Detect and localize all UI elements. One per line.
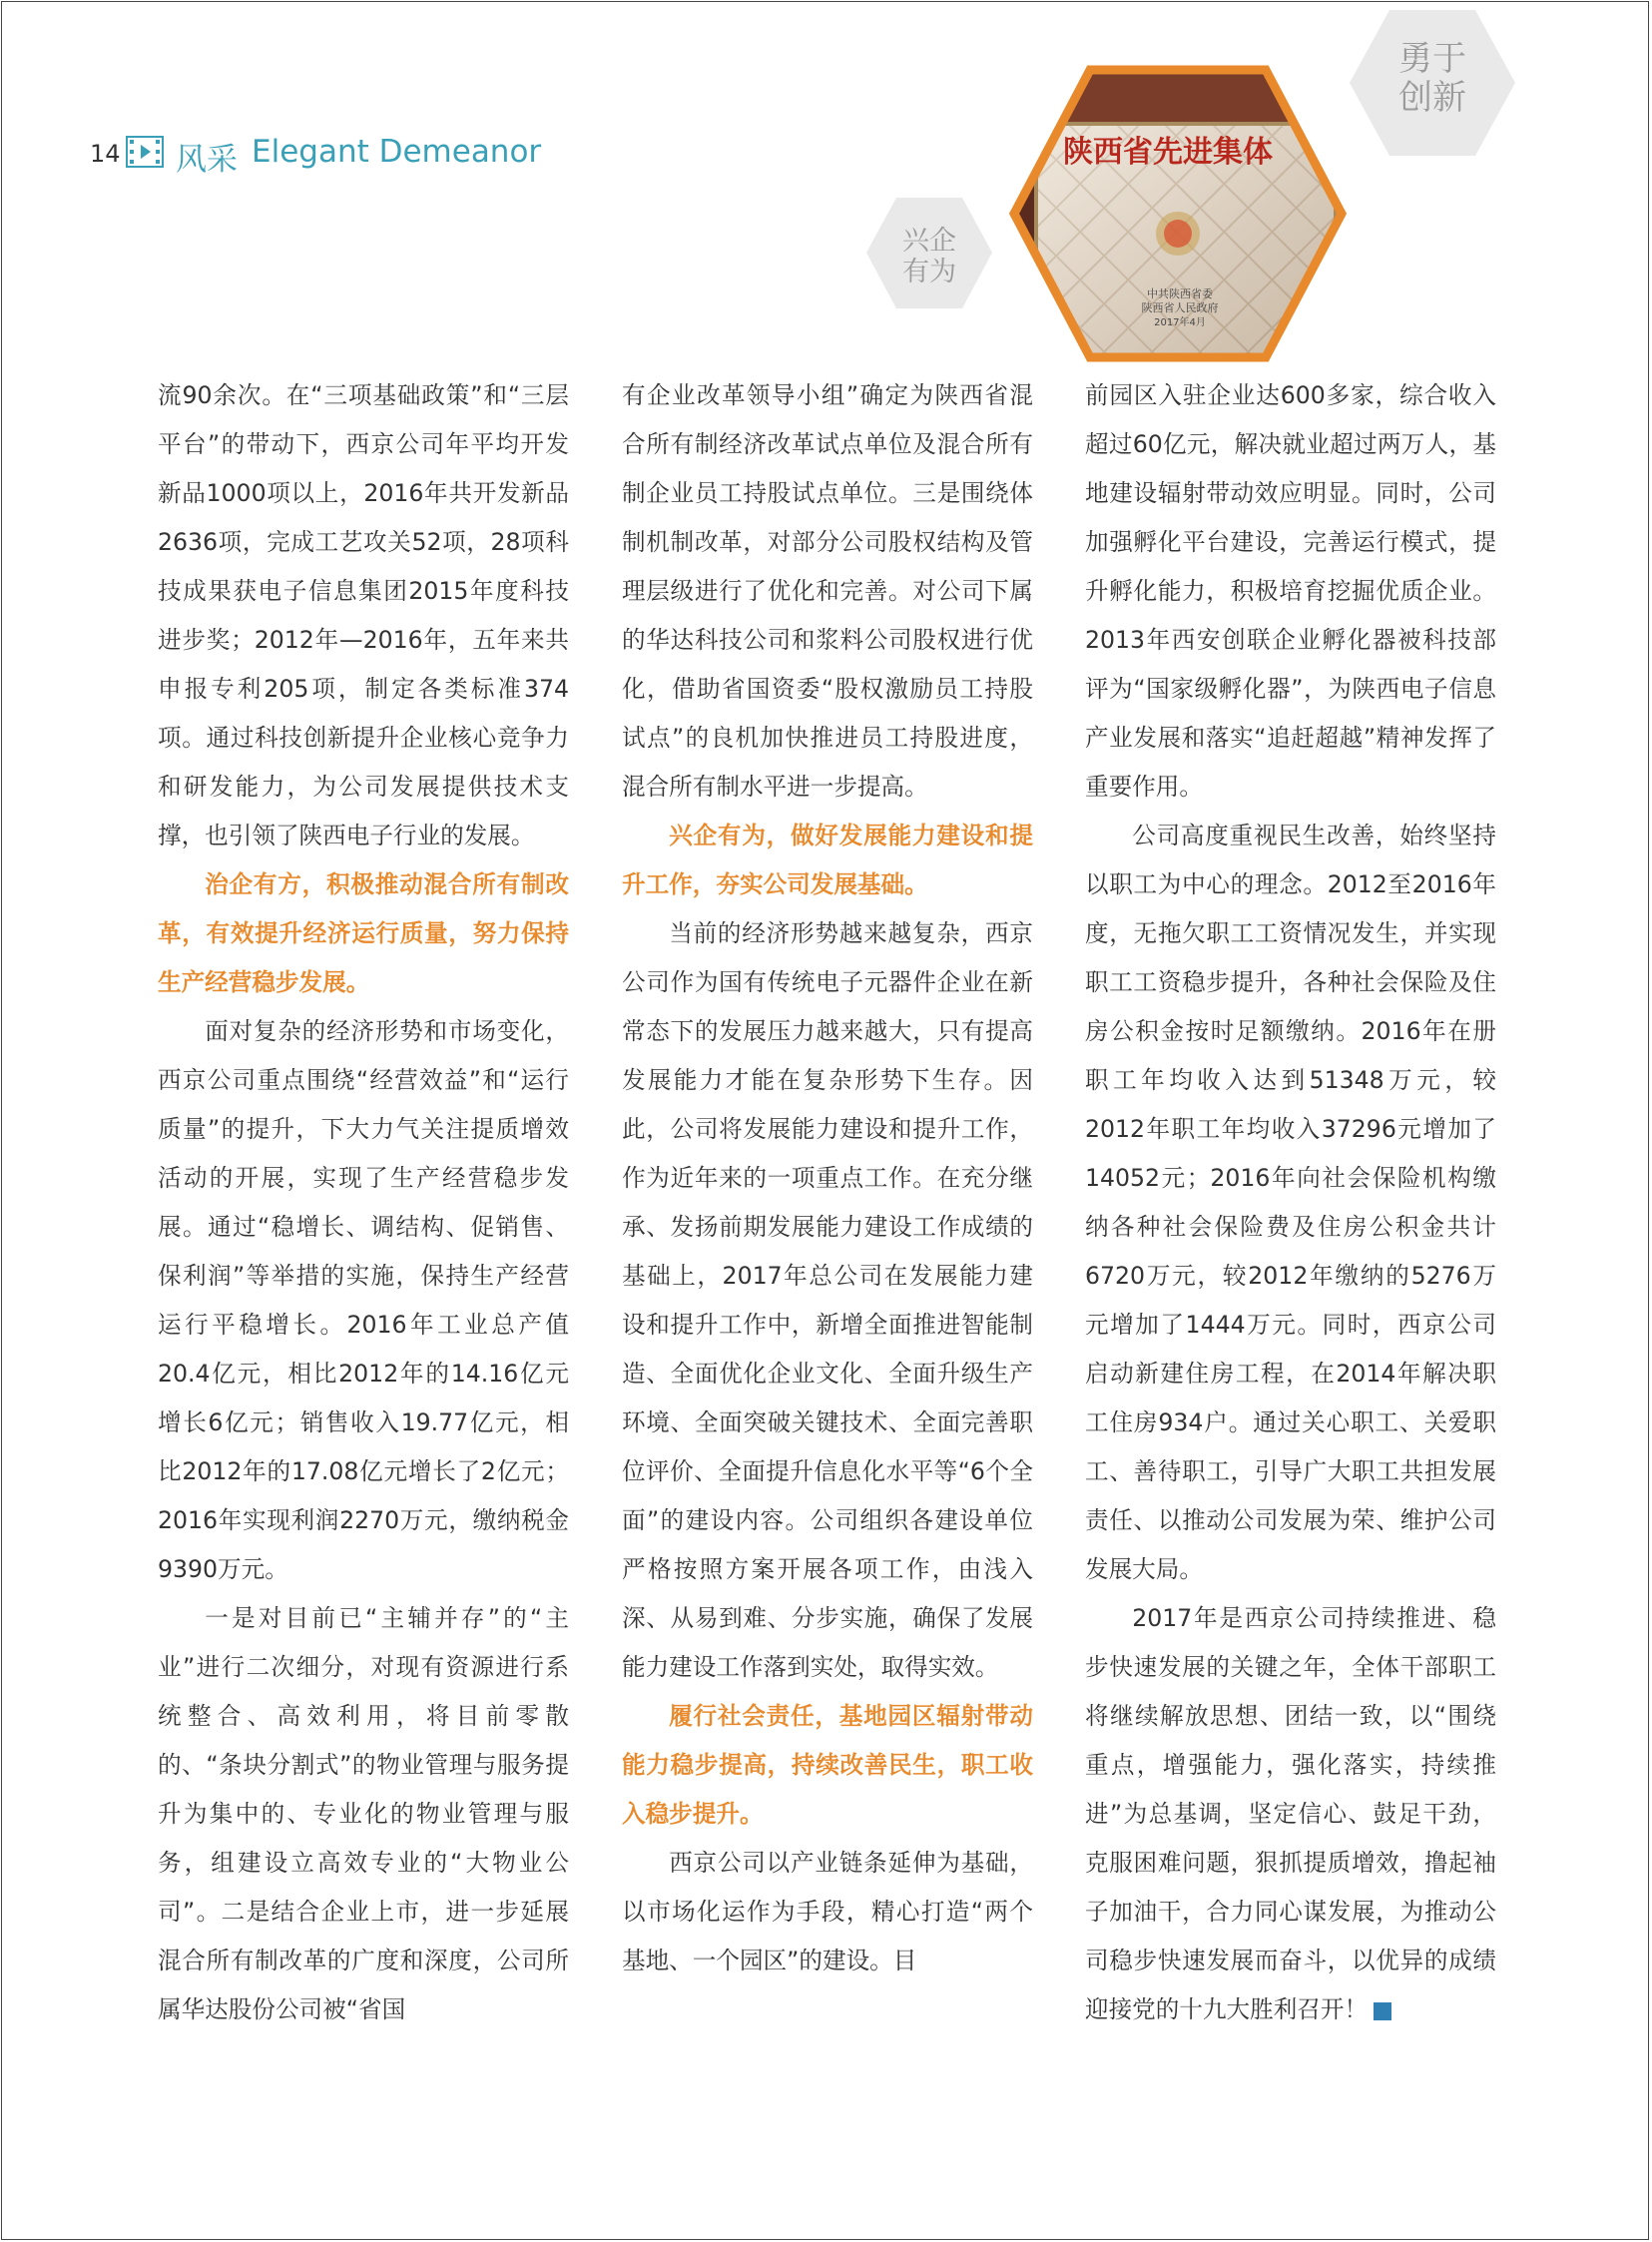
hex-label-line: 有为	[902, 257, 956, 288]
article-end-icon: S	[1374, 2002, 1391, 2020]
body-paragraph	[1085, 812, 1496, 1594]
section-heading	[622, 1692, 1033, 1839]
paragraph-text: 面对复杂的经济形势和市场变化，西京公司重点围绕“经营效益”和“运行质量”的提升，下大力气关注提质增效活动的开展，实现了生产经营稳步发展。通过“稳增长、调结构、促销售、保利润”等举措的实施，保持生产经营运行平稳增长。2016年工业总产值20.4亿元，相比2012年的14.16亿元增长6亿元；销售收入19.77亿元，相比2012年的17.08亿元增长了2亿元；2016年实现利润2270万元，缴纳税金9390万元。	[158, 1017, 569, 1583]
plaque-title: 陕西省先进集体	[1063, 135, 1273, 170]
body-paragraph	[158, 1594, 569, 2034]
plaque-issuer-1: 中共陕西省委	[1147, 287, 1213, 300]
hex-label-line: 兴企	[902, 226, 956, 257]
section-heading	[622, 812, 1033, 909]
paragraph-text: 治企有方，积极推动混合所有制改革，有效提升经济运行质量，努力保持生产经营稳步发展。	[158, 870, 569, 996]
paragraph-text: 前园区入驻企业达600多家，综合收入超过60亿元，解决就业超过两万人，基地建设辐射带动效应明显。同时，公司加强孵化平台建设，完善运行模式，提升孵化能力，积极培育挖掘优质企业。2013年西安创联企业孵化器被科技部评为“国家级孵化器”，为陕西电子信息产业发展和落实“追赶超越”精神发挥了重要作用。	[1085, 381, 1496, 801]
section-title-cn: 风采	[176, 142, 238, 178]
paragraph-text: 流90余次。在“三项基础政策”和“三层平台”的带动下，西京公司年平均开发新品1000项以上，2016年共开发新品2636项，完成工艺攻关52项，28项科技成果获电子信息集团2015年度科技进步奖；2012年—2016年，五年来共申报专利205项，制定各类标准374项。通过科技创新提升企业核心竞争力和研发能力，为公司发展提供技术支撑，也引领了陕西电子行业的发展。	[158, 381, 569, 849]
hex-label-prosper	[864, 226, 994, 287]
paragraph-text: 西京公司以产业链条延伸为基础，以市场化运作为手段，精心打造“两个基地、一个园区”的建设。目	[622, 1849, 1033, 1974]
body-paragraph	[158, 371, 569, 860]
body-paragraph	[622, 909, 1033, 1692]
paragraph-text: 履行社会责任，基地园区辐射带动能力稳步提高，持续改善民生，职工收入稳步提升。	[622, 1702, 1033, 1828]
section-heading	[158, 860, 569, 1007]
body-paragraph	[622, 371, 1033, 812]
plaque-date: 2017年4月	[1154, 317, 1206, 328]
article-column-1	[158, 371, 569, 2034]
body-paragraph	[158, 1007, 569, 1594]
plaque-issuer-2: 陕西省人民政府	[1141, 301, 1219, 314]
page-number: 14	[90, 140, 121, 168]
hex-label-innovate	[1348, 40, 1517, 118]
body-paragraph	[1085, 371, 1496, 812]
hex-label-line: 创新	[1398, 78, 1466, 119]
paragraph-text: 兴企有为，做好发展能力建设和提升工作，夯实公司发展基础。	[622, 822, 1033, 898]
hex-label-line: 勇于	[1398, 39, 1466, 79]
film-icon	[126, 136, 164, 168]
section-title-en: Elegant Demeanor	[252, 134, 542, 170]
article-column-3	[1085, 371, 1496, 2034]
award-plaque-photo	[1008, 64, 1348, 363]
body-paragraph	[1085, 1594, 1496, 2034]
article-column-2	[622, 371, 1033, 1985]
paragraph-text: 公司高度重视民生改善，始终坚持以职工为中心的理念。2012至2016年度，无拖欠职工工资情况发生，并实现职工工资稳步提升，各种社会保险及住房公积金按时足额缴纳。2016年在册职工年均收入达到51348万元，较2012年职工年均收入37296元增加了14052元；2016年向社会保险机构缴纳各种社会保险费及住房公积金共计6720万元，较2012年缴纳的5276万元增加了1444万元。同时，西京公司启动新建住房工程，在2014年解决职工住房934户。通过关心职工、关爱职工、善待职工，引导广大职工共担发展责任、以推动公司发展为荣、维护公司发展大局。	[1085, 822, 1496, 1583]
paragraph-text: 2017年是西京公司持续推进、稳步快速发展的关键之年，全体干部职工将继续解放思想、团结一致，以“围绕重点，增强能力，强化落实，持续推进”为总基调，坚定信心、鼓足干劲，克服困难问题，狠抓提质增效，撸起袖子加油干，合力同心谋发展，为推动公司稳步快速发展而奋斗，以优异的成绩迎接党的十九大胜利召开！	[1085, 1604, 1496, 2023]
body-paragraph	[622, 1839, 1033, 1985]
paragraph-text: 当前的经济形势越来越复杂，西京公司作为国有传统电子元器件企业在新常态下的发展压力越来越大，只有提高发展能力才能在复杂形势下生存。因此，公司将发展能力建设和提升工作，作为近年来的一项重点工作。在充分继承、发扬前期发展能力建设工作成绩的基础上，2017年总公司在发展能力建设和提升工作中，新增全面推进智能制造、全面优化企业文化、全面升级生产环境、全面突破关键技术、全面完善职位评价、全面提升信息化水平等“6个全面”的建设内容。公司组织各建设单位严格按照方案开展各项工作，由浅入深、从易到难、分步实施，确保了发展能力建设工作落到实处，取得实效。	[622, 919, 1033, 1681]
paragraph-text: 有企业改革领导小组”确定为陕西省混合所有制经济改革试点单位及混合所有制企业员工持股试点单位。三是围绕体制机制改革，对部分公司股权结构及管理层级进行了优化和完善。对公司下属的华达科技公司和浆料公司股权进行优化，借助省国资委“股权激励员工持股试点”的良机加快推进员工持股进度，混合所有制水平进一步提高。	[622, 381, 1033, 801]
paragraph-text: 一是对目前已“主辅并存”的“主业”进行二次细分，对现有资源进行系统整合、高效利用，将目前零散的、“条块分割式”的物业管理与服务提升为集中的、专业化的物业管理与服务，组建设立高效专业的“大物业公司”。二是结合企业上市，进一步延展混合所有制改革的广度和深度，公司所属华达股份公司被“省国	[158, 1604, 569, 2023]
